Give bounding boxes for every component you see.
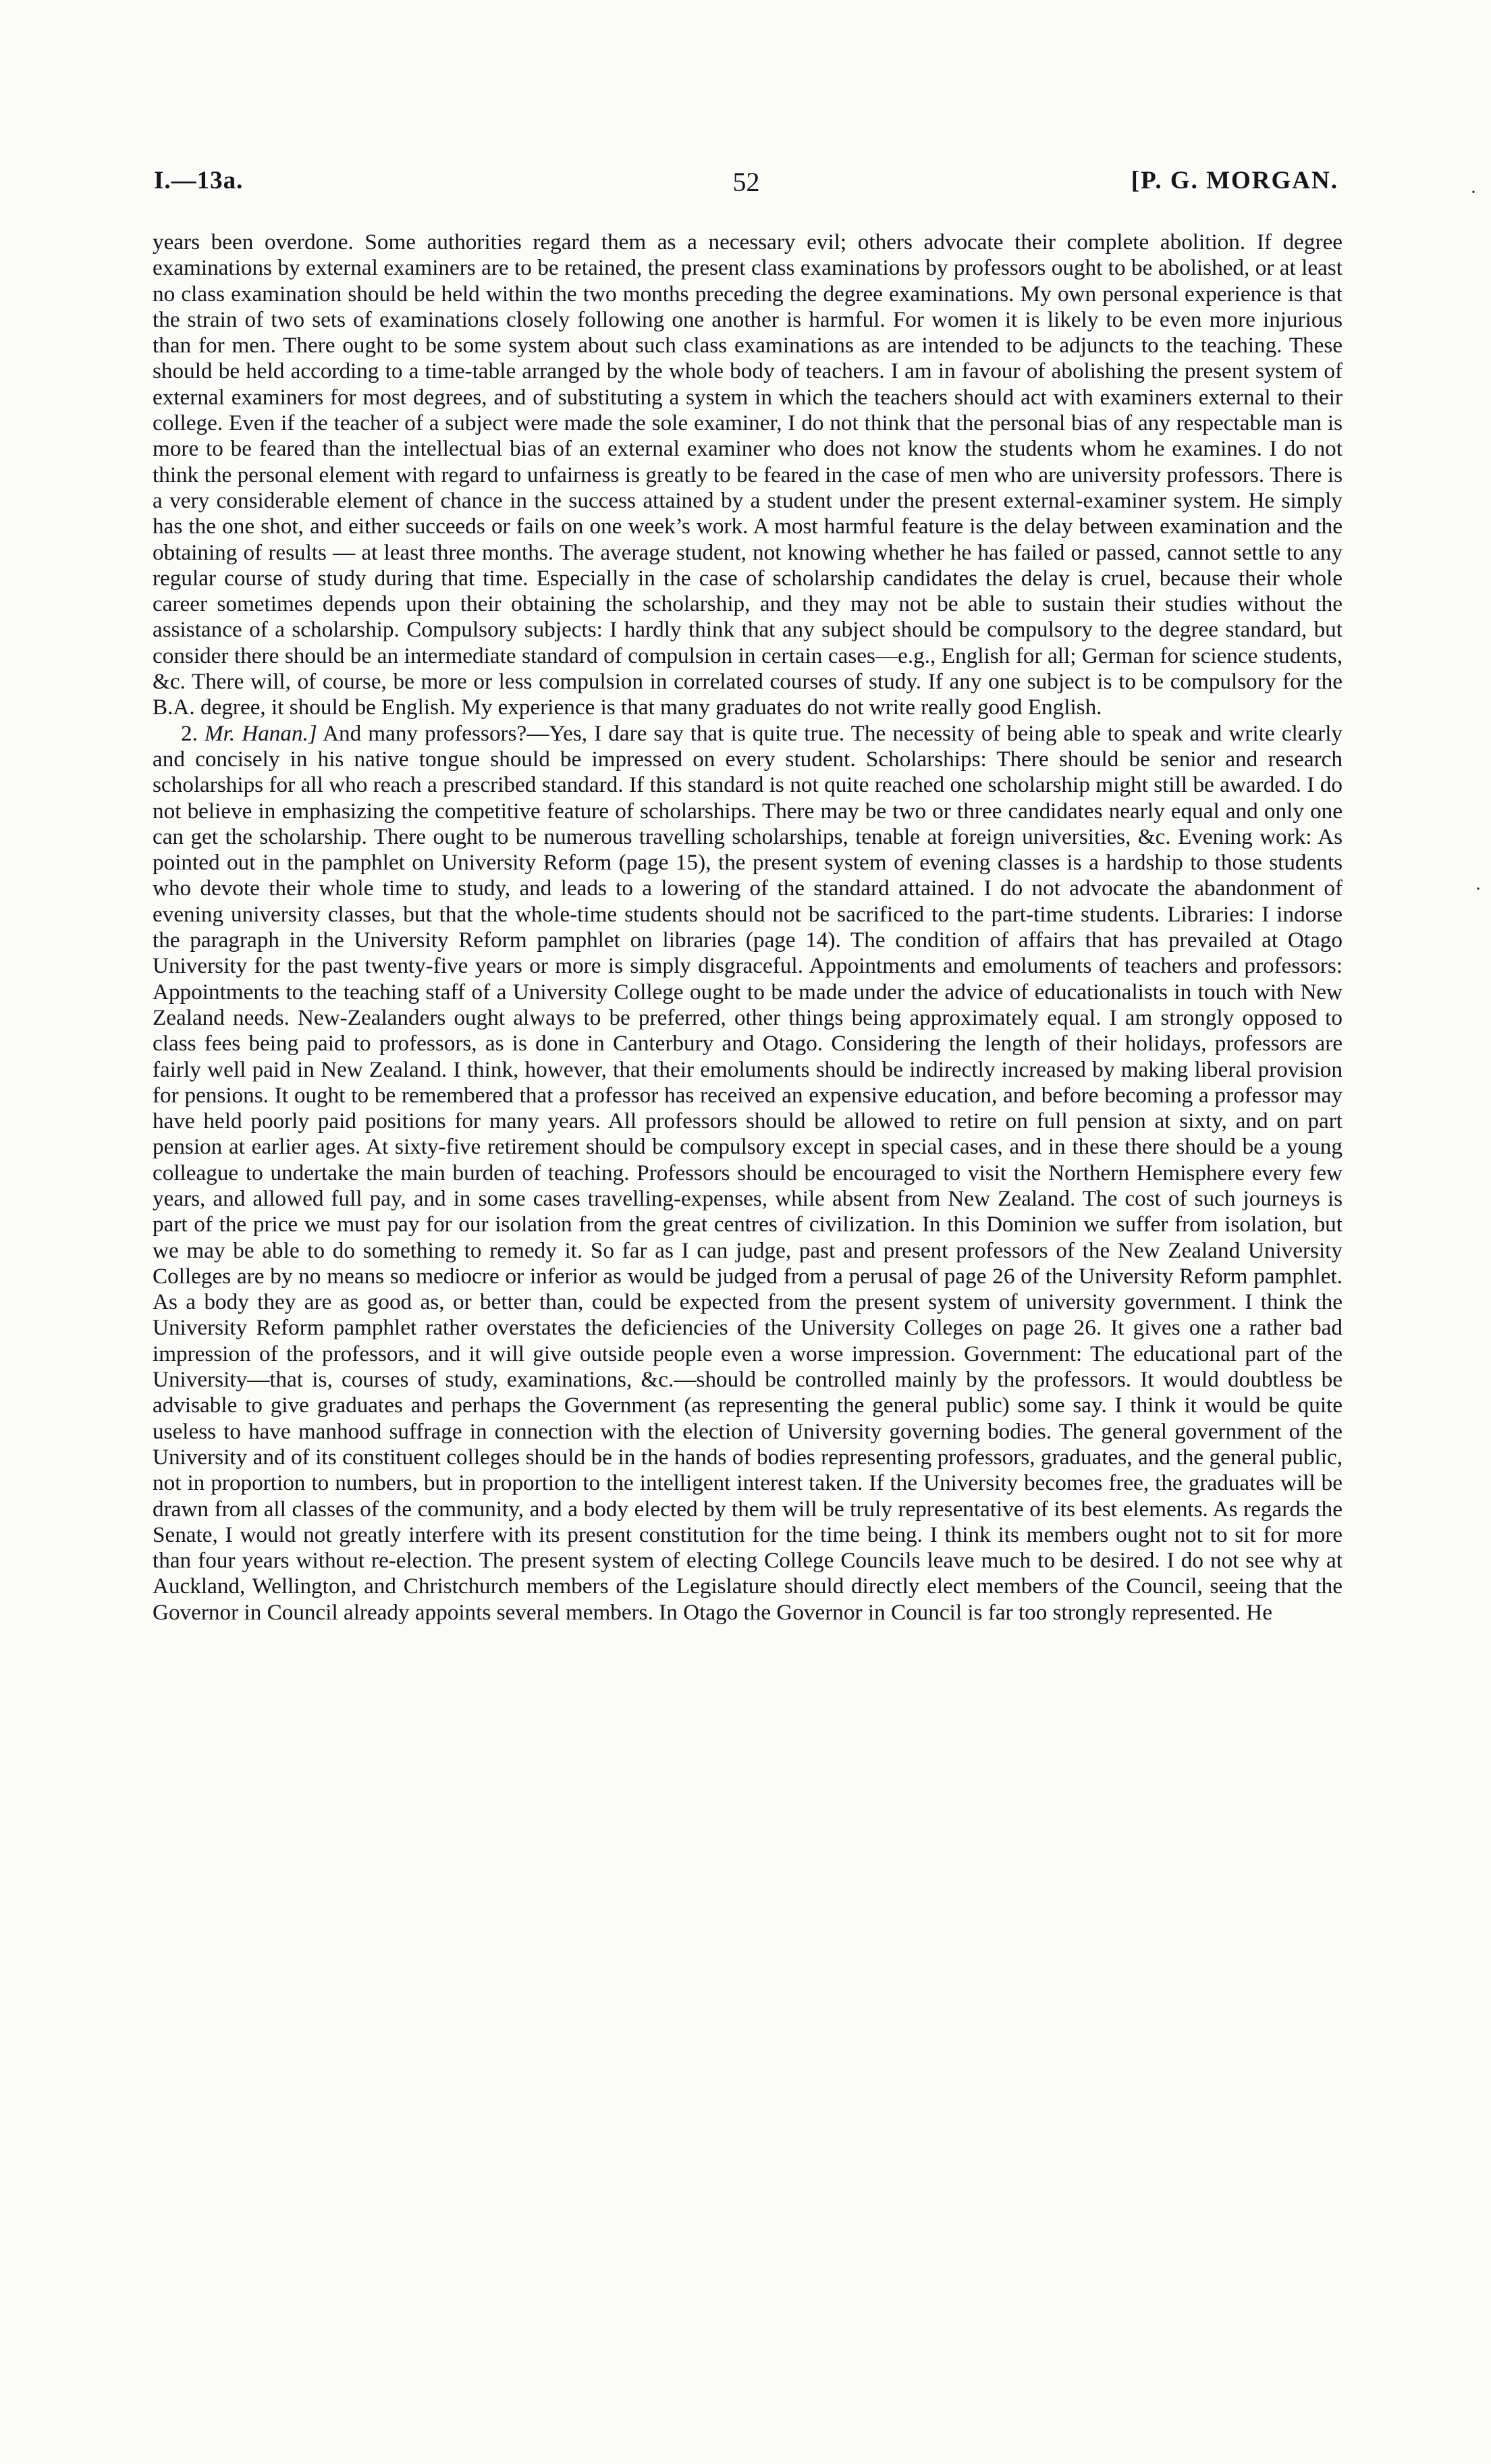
paragraph-continued	[153, 230, 1343, 721]
paragraph-question-2	[153, 721, 1343, 1626]
page-number: 52	[732, 167, 760, 197]
page-header	[154, 166, 1338, 207]
margin-tick-mark: ·	[1470, 181, 1477, 203]
body-text	[153, 230, 1343, 1626]
witness-name: [P. G. MORGAN.	[1131, 167, 1338, 194]
paragraph-text: years been overdone. Some authorities regard them as a necessary evil; others advocate their complete abolition. If degree examinations by external examiners are to be retained, the present class examinations by professors ought to be abolished, or at least no class examination should be held within the two months preceding the degree examinations. My own personal experience is that the strain of two sets of examinations closely following one another is harmful. For women it is likely to be even more injurious than for men. There ought to be some system about such class examinations as are intended to be adjuncts to the teaching. These should be held according to a time-table arranged by the whole body of teachers. I am in favour of abolishing the present system of external examiners for most degrees, and of substituting a system in which the teachers should act with examiners external to their college. Even if the teacher of a subject were made the sole examiner, I do not think that the personal bias of any respectable man is more to be feared than the intellectual bias of an external examiner who does not know the students whom he examines. I do not think the personal element with regard to unfairness is greatly to be feared in the case of men who are university professors. There is a very considerable element of chance in the success attained by a student under the present external-examiner system. He simply has the one shot, and either succeeds or fails on one week’s work. A most harmful feature is the delay between examination and the obtaining of results — at least three months. The average student, not knowing whether he has failed or passed, cannot settle to any regular course of study during that time. Especially in the case of scholarship candidates the delay is cruel, because their whole career sometimes depends upon their obtaining the scholarship, and they may not be able to sustain their studies without the assistance of a scholarship. Compulsory subjects: I hardly think that any subject should be compulsory to the degree standard, but consider there should be an intermediate standard of compulsion in certain cases—e.g., English for all; German for science students, &c. There will, of course, be more or less compulsion in correlated courses of study. If any one subject is to be compulsory for the B.A. degree, it should be English. My experience is that many graduates do not write really good English.	[153, 230, 1343, 720]
question-number: 2.	[181, 720, 198, 746]
speaker-name: Mr. Hanan.]	[204, 720, 317, 746]
paper-reference: I.—13a.	[154, 167, 244, 194]
paragraph-text: And many professors?—Yes, I dare say that is quite true. The necessity of being able to speak and write clearly and concisely in his native tongue should be impressed on every student. Scholarships: There should be senior and research scholarships for all who reach a prescribed standard. If this standard is not quite reached one scholarship might still be awarded. I do not believe in emphasizing the competitive feature of scholarships. There may be two or three candidates nearly equal and only one can get the scholarship. There ought to be numerous travelling scholarships, tenable at foreign universities, &c. Evening work: As pointed out in the pamphlet on University Reform (page 15), the present system of evening classes is a hardship to those students who devote their whole time to study, and leads to a lowering of the standard attained. I do not advocate the abandonment of evening university classes, but that the whole-time students should not be sacrificed to the part-time students. Libraries: I indorse the paragraph in the University Reform pamphlet on libraries (page 14). The condition of affairs that has prevailed at Otago University for the past twenty-five years or more is simply disgraceful. Appointments and emoluments of teachers and professors: Appointments to the teaching staff of a University College ought to be made under the advice of educationalists in touch with New Zealand needs. New-Zealanders ought always to be preferred, other things being approximately equal. I am strongly opposed to class fees being paid to professors, as is done in Canterbury and Otago. Considering the length of their holidays, professors are fairly well paid in New Zealand. I think, however, that their emoluments should be indirectly increased by making liberal provision for pensions. It ought to be remembered that a professor has received an expensive education, and before becoming a professor may have held poorly paid positions for many years. All professors should be allowed to retire on full pension at sixty, and on part pension at earlier ages. At sixty-five retirement should be compulsory except in special cases, and in these there should be a young colleague to undertake the main burden of teaching. Professors should be encouraged to visit the Northern Hemisphere every few years, and allowed full pay, and in some cases travelling-expenses, while absent from New Zealand. The cost of such journeys is part of the price we must pay for our isolation from the great centres of civilization. In this Dominion we suffer from isolation, but we may be able to do something to remedy it. So far as I can judge, past and present professors of the New Zealand University Colleges are by no means so mediocre or inferior as would be judged from a perusal of page 26 of the University Reform pamphlet. As a body they are as good as, or better than, could be expected from the present system of university government. I think the University Reform pamphlet rather overstates the deficiencies of the University Colleges on page 26. It gives one a rather bad impression of the professors, and it will give outside people even a worse impression. Government: The educational part of the University—that is, courses of study, examinations, &c.—should be controlled mainly by the professors. It would doubtless be advisable to give graduates and perhaps the Government (as representing the general public) some say. I think it would be quite useless to have manhood suffrage in connection with the election of University governing bodies. The general government of the University and of its constituent colleges should be in the hands of bodies representing professors, graduates, and the general public, not in proportion to numbers, but in proportion to the intelligent interest taken. If the University becomes free, the graduates will be drawn from all classes of the community, and a body elected by them will be truly representative of its best elements. As regards the Senate, I would not greatly interfere with its present constitution for the time being. I think its members ought not to sit for more than four years without re-election. The present system of electing College Councils leave much to be desired. I do not see why at Auckland, Wellington, and Christchurch members of the Legislature should directly elect members of the Council, seeing that the Governor in Council already appoints several members. In Otago the Governor in Council is far too strongly represented. He	[153, 720, 1343, 1625]
margin-tick-mark: ·	[1475, 878, 1482, 900]
